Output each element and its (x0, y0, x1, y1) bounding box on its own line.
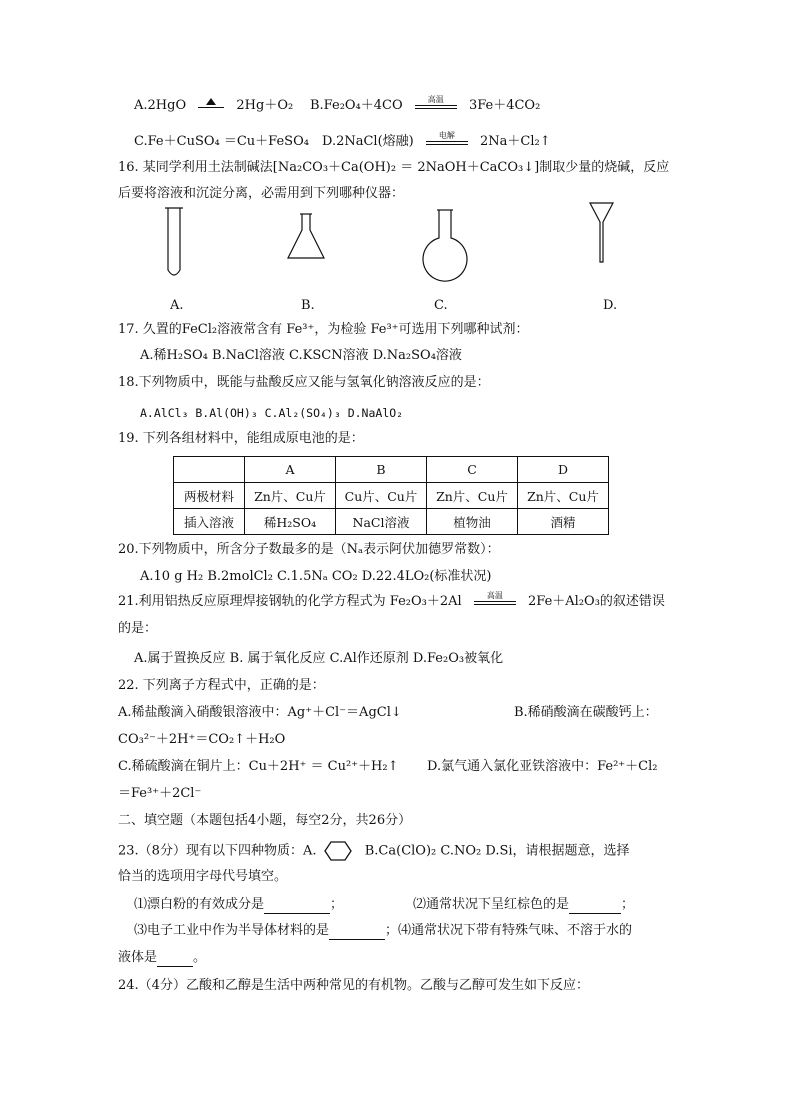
q15-d-rhs: 2Na＋Cl₂↑ (480, 134, 551, 149)
q21-condition (472, 590, 518, 609)
q20-stem: 20.下列物质中，所含分子数最多的是（Nₐ表示阿伏加德罗常数）： (118, 542, 500, 557)
answer-blank-2[interactable] (569, 899, 621, 914)
q19-stem: 19. 下列各组材料中，能组成原电池的是： (118, 431, 364, 446)
q21-cond-label: 高温 (486, 590, 503, 600)
q23-p2-end: ； (621, 897, 635, 912)
q22-option-b: B.稀硝酸滴在碳酸钙上： (514, 705, 658, 720)
benzene-ring-icon (323, 840, 353, 862)
table-row (174, 509, 609, 535)
q23-p1-text: ⑴漂白粉的有效成分是 (134, 897, 265, 912)
q23-p4-b: 液体是 (118, 950, 158, 965)
q22-option-d: D.氯气通入氯化亚铁溶液中：Fe²⁺＋Cl₂ (427, 759, 658, 774)
conical-flask-icon (288, 214, 324, 258)
q15-a-lhs: A.2HgO (134, 98, 187, 113)
q22-option-b-cont: CO₃²⁻＋2H⁺＝CO₂↑＋H₂O (118, 732, 286, 747)
table-header-cell: C (427, 457, 518, 483)
q15-b-condition (413, 94, 459, 113)
section-title: 二、填空题（本题包括4小题，每空2分，共26分） (118, 813, 412, 828)
q16-stem-line1: 16. 某同学利用土法制碱法[Na₂CO₃＋Ca(OH)₂ ＝ 2NaOH＋CaCO₃↓]制取少量的烧碱，反应 (118, 160, 670, 175)
q16-label-a: A. (170, 298, 184, 313)
q23-stem-b: B.Ca(ClO)₂ C.NO₂ D.Si，请根据题意，选择 (364, 843, 630, 859)
q23-p2-text: ⑵通常状况下呈红棕色的是 (413, 897, 570, 912)
q17-stem: 17. 久置的FeCl₂溶液常含有 Fe³⁺，为检验 Fe³⁺可选用下列哪种试剂： (118, 322, 529, 337)
q15-option-a (134, 97, 293, 115)
table-cell: 两极材料 (174, 483, 245, 509)
q18-stem: 18.下列物质中，既能与盐酸反应又能与氢氧化钠溶液反应的是： (118, 375, 490, 390)
round-bottom-flask-icon (423, 210, 467, 281)
q22-option-a: A.稀盐酸滴入硝酸银溶液中：Ag⁺＋Cl⁻＝AgCl↓ (118, 705, 402, 720)
heat-triangle-icon (206, 98, 216, 105)
q23-stem-a: 23.（8分）现有以下四种物质：A. (118, 843, 317, 859)
test-tube-icon (165, 208, 183, 275)
q16-label-d: D. (603, 298, 618, 313)
q23-p1-end: ； (330, 897, 344, 912)
table-row (174, 483, 609, 509)
funnel-icon (590, 203, 613, 262)
q24-stem: 24.（4分）乙酸和乙醇是生活中两种常见的有机物。乙酸与乙醇可发生如下反应： (118, 978, 589, 993)
q16-label-c: C. (434, 298, 448, 313)
table-cell: Zn片、Cu片 (518, 483, 609, 509)
table-cell: Zn片、Cu片 (245, 483, 336, 509)
q15-b-rhs: 3Fe＋4CO₂ (468, 98, 541, 113)
q15-option-d (322, 130, 551, 151)
table-cell: 稀H₂SO₄ (245, 509, 336, 535)
q16-label-b: B. (301, 298, 315, 313)
q22-option-d-cont: ＝Fe³⁺＋2Cl⁻ (118, 786, 202, 801)
q15-option-b (310, 94, 541, 115)
q22-stem: 22. 下列离子方程式中，正确的是： (118, 678, 325, 693)
q19-table (173, 456, 609, 535)
q23-p4-text: ；⑷通常状况下带有特殊气味、不溶于水的 (385, 923, 633, 938)
answer-blank-4[interactable] (157, 952, 193, 967)
q21-options: A.属于置换反应 B. 属于氧化反应 C.Al作还原剂 D.Fe₂O₃被氧化 (134, 651, 504, 666)
table-header-cell: B (336, 457, 427, 483)
table-cell: 植物油 (427, 509, 518, 535)
answer-blank-1[interactable] (264, 899, 330, 914)
q21-stem-line2: 的是： (118, 621, 158, 636)
q23-p4-end: 。 (193, 950, 207, 965)
table-cell: 插入溶液 (174, 509, 245, 535)
table-cell: Cu片、Cu片 (336, 483, 427, 509)
q20-options: A.10 g H₂ B.2molCl₂ C.1.5Nₐ CO₂ D.22.4LO₂(标准状况) (140, 569, 492, 584)
q22-option-c: C.稀硫酸滴在铜片上：Cu＋2H⁺ ＝ Cu²⁺＋H₂↑ (118, 759, 399, 774)
q23-part2 (413, 896, 634, 914)
q15-d-cond-label: 电解 (438, 130, 455, 140)
q23-part3 (134, 922, 632, 940)
table-cell: NaCl溶液 (336, 509, 427, 535)
q21-stem-b: 2Fe＋Al₂O₃的叙述错误 (528, 594, 665, 609)
q23-p3-text: ⑶电子工业中作为半导体材料的是 (134, 923, 330, 938)
q18-options: A.AlCl₃ B.Al(OH)₃ C.Al₂(SO₄)₃ D.NaAlO₂ (140, 406, 404, 420)
answer-blank-3[interactable] (329, 925, 385, 940)
q23-stem-line2: 恰当的选项用字母代号填空。 (118, 869, 288, 884)
q15-a-rhs: 2Hg＋O₂ (236, 98, 294, 113)
q21-stem (118, 590, 665, 611)
heat-condition-mark (196, 99, 226, 113)
q15-b-cond-label: 高温 (427, 94, 444, 104)
q23-part1 (134, 896, 343, 914)
q21-stem-a: 21.利用铝热反应原理焊接钢轨的化学方程式为 Fe₂O₃＋2Al (118, 594, 462, 609)
table-header-cell: D (518, 457, 609, 483)
table-header-row (174, 457, 609, 483)
table-header-cell (174, 457, 245, 483)
q23-part4 (118, 949, 206, 967)
q23-stem (118, 840, 630, 862)
table-cell: 酒精 (518, 509, 609, 535)
q15-b-lhs: B.Fe₂O₄＋4CO (310, 98, 403, 113)
q15-option-c: C.Fe＋CuSO₄ ＝Cu＋FeSO₄ (134, 134, 309, 149)
q15-d-lhs: D.2NaCl(熔融) (322, 134, 414, 149)
table-header-cell: A (245, 457, 336, 483)
apparatus-drawings (160, 200, 630, 290)
q15-d-condition (424, 130, 470, 149)
q16-stem-line2: 后要将溶液和沉淀分离，必需用到下列哪种仪器： (118, 186, 405, 201)
q17-options: A.稀H₂SO₄ B.NaCl溶液 C.KSCN溶液 D.Na₂SO₄溶液 (140, 348, 462, 363)
table-cell: Zn片、Cu片 (427, 483, 518, 509)
